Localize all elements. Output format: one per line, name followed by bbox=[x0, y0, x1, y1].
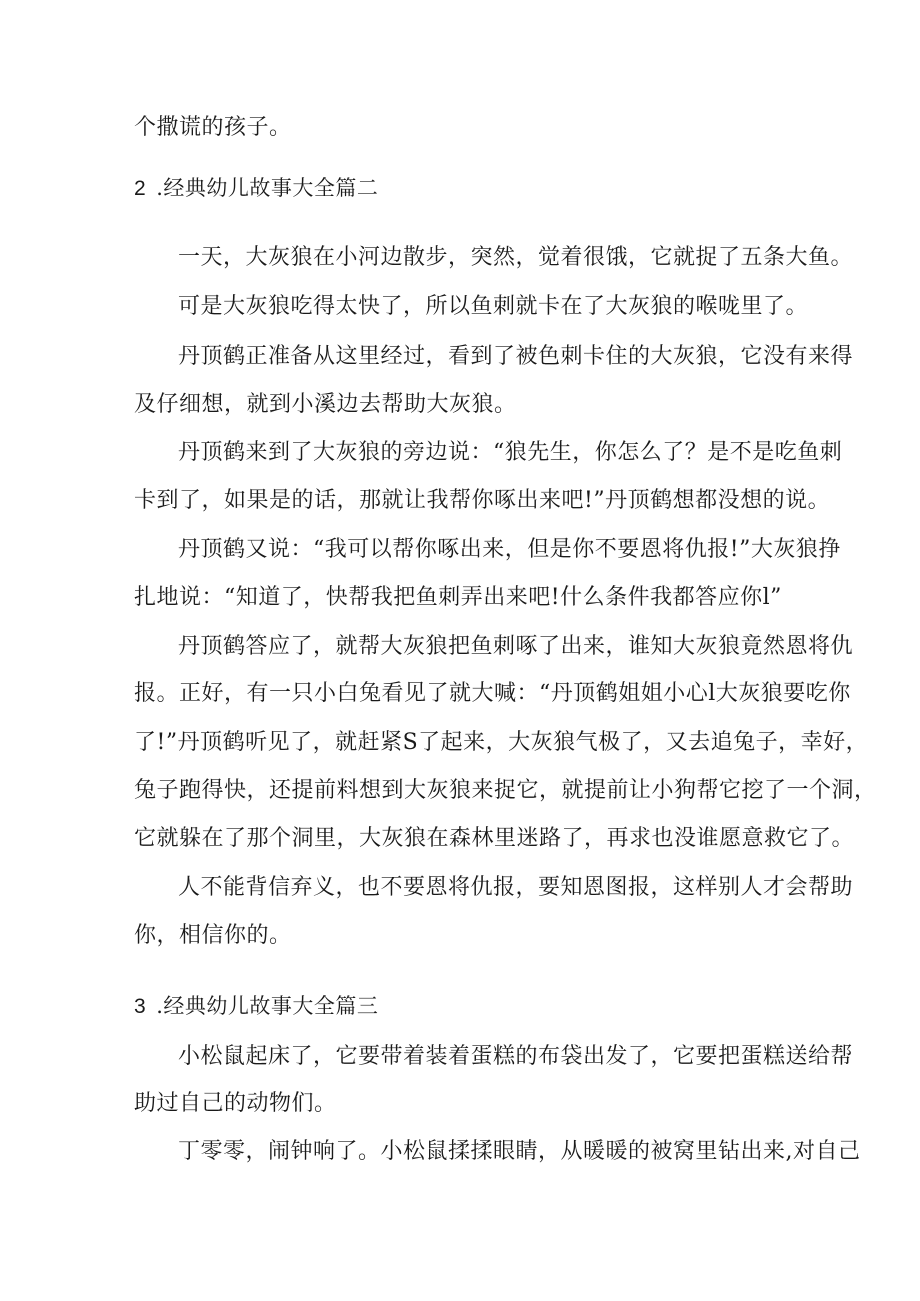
text-line: 助过自己的动物们。 bbox=[134, 1091, 337, 1116]
text-line: 卡到了，如果是的话，那就让我帮你啄出来吧!”丹顶鹤想都没想的说。 bbox=[134, 488, 831, 513]
section-title: .经典幼儿故事大全篇二 bbox=[156, 176, 379, 200]
text-line: 了!”丹顶鹤听见了，就赶紧S了起来，大灰狼气极了，又去追兔子，幸好， bbox=[134, 730, 869, 755]
text-line: 你，相信你的。 bbox=[134, 923, 292, 948]
text-line: 丹顶鹤正准备从这里经过，看到了被色刺卡住的大灰狼，它没有来得 bbox=[178, 344, 854, 369]
section-number: 2 bbox=[134, 177, 147, 200]
section-heading-2 bbox=[134, 173, 378, 204]
text-line: 及仔细想，就到小溪边去帮助大灰狼。 bbox=[134, 392, 517, 417]
text-line: 可是大灰狼吃得太快了，所以鱼刺就卡在了大灰狼的喉咙里了。 bbox=[178, 294, 809, 319]
text-line: 个撒谎的孩子。 bbox=[134, 115, 292, 140]
text-line: 丹顶鹤又说：“我可以帮你啄出来，但是你不要恩将仇报!”大灰狼挣 bbox=[178, 537, 841, 562]
text-line: 丁零零，闹钟响了。小松鼠揉揉眼睛，从暖暖的被窝里钻出来,对自己 bbox=[178, 1139, 861, 1164]
text-line: 报。正好，有一只小白兔看见了就大喊：“丹顶鹤姐姐小心l大灰狼要吃你 bbox=[134, 681, 851, 706]
text-line: 小松鼠起床了，它要带着装着蛋糕的布袋出发了，它要把蛋糕送给帮 bbox=[178, 1044, 854, 1069]
section-title: .经典幼儿故事大全篇三 bbox=[156, 994, 379, 1018]
text-line: 人不能背信弃义，也不要恩将仇报，要知恩图报，这样别人才会帮助 bbox=[178, 875, 854, 900]
text-line: 扎地说：“知道了，快帮我把鱼刺弄出来吧!什么条件我都答应你l” bbox=[134, 585, 782, 610]
text-line: 它就躲在了那个洞里，大灰狼在森林里迷路了，再求也没谁愿意救它了。 bbox=[134, 826, 855, 851]
text-line: 丹顶鹤答应了，就帮大灰狼把鱼刺啄了出来，谁知大灰狼竟然恩将仇 bbox=[178, 634, 854, 659]
section-number: 3 bbox=[134, 995, 147, 1018]
section-heading-3 bbox=[134, 991, 378, 1022]
text-line: 一天，大灰狼在小河边散步，突然，觉着很饿，它就捉了五条大鱼。 bbox=[178, 245, 854, 270]
text-line: 丹顶鹤来到了大灰狼的旁边说：“狼先生，你怎么了？是不是吃鱼刺 bbox=[178, 440, 843, 465]
text-line: 兔子跑得快，还提前料想到大灰狼来捉它，就提前让小狗帮它挖了一个洞， bbox=[134, 778, 877, 803]
